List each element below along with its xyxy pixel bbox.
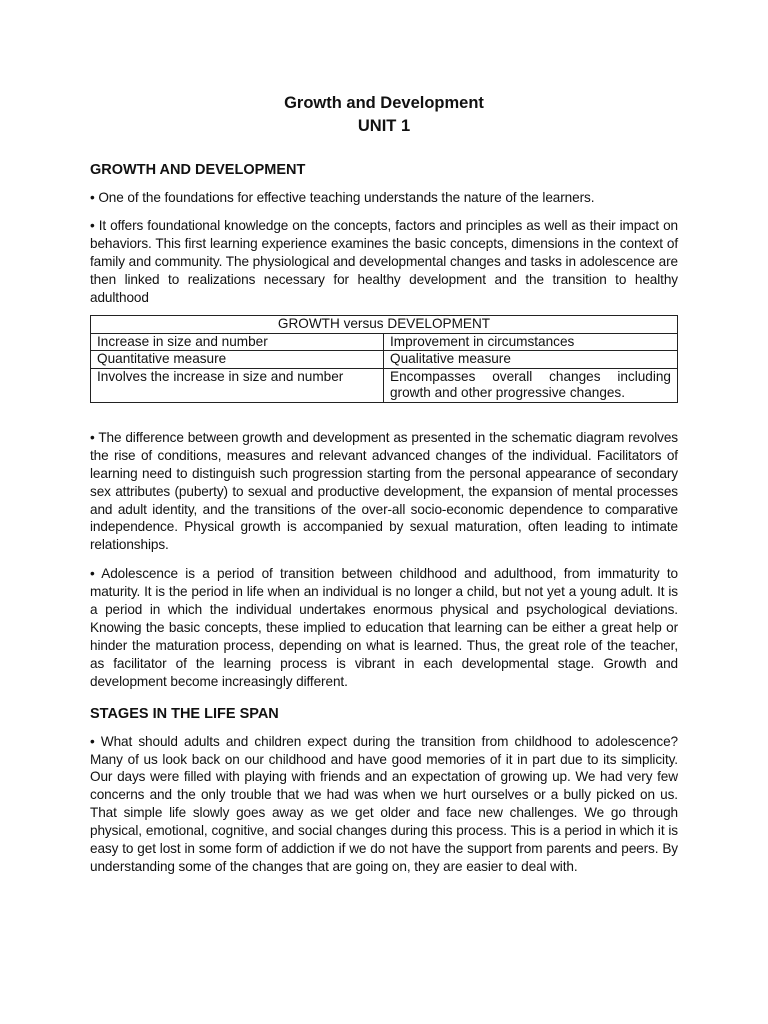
table-row: [91, 333, 678, 351]
table-header-row: [91, 316, 678, 334]
table-cell-development: Encompasses overall changes including growth and other progressive changes.: [384, 368, 678, 402]
table-row: [91, 351, 678, 369]
table-header: GROWTH versus DEVELOPMENT: [91, 316, 678, 334]
table-cell-growth: Involves the increase in size and number: [91, 368, 384, 402]
paragraph-transition: • What should adults and children expect during the transition from childhood to adolescence? Many of us look back on our childhood and have good memories of it in part due to its simplicity. Our days were filled with playing with friends and an expectation of growing up. We had very few concerns and the only trouble that we had was when we hurt ourselves or a bully picked on us. That simple life slowly goes away as we get older and face new challenges. We go through physical, emotional, cognitive, and social changes during this process. This is a period in which it is easy to get lost in some form of addiction if we do not have the support from parents and peers. By understanding some of the changes that are going on, they are easier to deal with.: [90, 733, 678, 874]
table-row: [91, 368, 678, 402]
document-page: [90, 92, 678, 876]
paragraph-adolescence: • Adolescence is a period of transition between childhood and adulthood, from immaturity to maturity. It is the period in life when an individual is no longer a child, but not yet a young adult. It is a period in which the individual undertakes enormous physical and psychological deviations. Knowing the basic concepts, these implied to education that learning can be either a great help or hinder the maturation process, depending on what is learned. Thus, the great role of the teacher, as facilitator of the learning process is vibrant in each developmental stage. Growth and development become increasingly different.: [90, 566, 678, 689]
document-title: Growth and Development: [284, 94, 484, 112]
section-heading-growth-development: GROWTH AND DEVELOPMENT: [90, 162, 306, 178]
table-cell-growth: Increase in size and number: [91, 333, 384, 351]
growth-vs-development-table: [90, 315, 678, 403]
table-cell-development: Improvement in circumstances: [384, 333, 678, 351]
section-heading-life-span: STAGES IN THE LIFE SPAN: [90, 705, 279, 722]
table-cell-development: Qualitative measure: [384, 351, 678, 369]
paragraph-schematic-difference: • The difference between growth and development as presented in the schematic diagram revolves the rise of conditions, measures and relevant advanced changes of the individual. Facilitators of learning need to distinguish such progression starting from the personal appearance of secondary sex attributes (puberty) to sexual and productive development, the expansion of mental processes and adult identity, and the transitions of the over-all socio-economic dependence to comparative independence. Physical growth is accompanied by sexual maturation, often leading to intimate relationships.: [90, 429, 678, 553]
paragraph-foundations: • One of the foundations for effective teaching understands the nature of the learners.: [90, 190, 595, 205]
unit-label: UNIT 1: [357, 117, 411, 135]
table-cell-growth: Quantitative measure: [91, 351, 384, 369]
paragraph-foundational-knowledge: • It offers foundational knowledge on the concepts, factors and principles as well as their impact on behaviors. This first learning experience examines the basic concepts, dimensions in the context of family and community. The physiological and developmental changes and tasks in adolescence are then linked to realizations necessary for healthy development and the transition to healthy adulthood: [90, 217, 678, 305]
